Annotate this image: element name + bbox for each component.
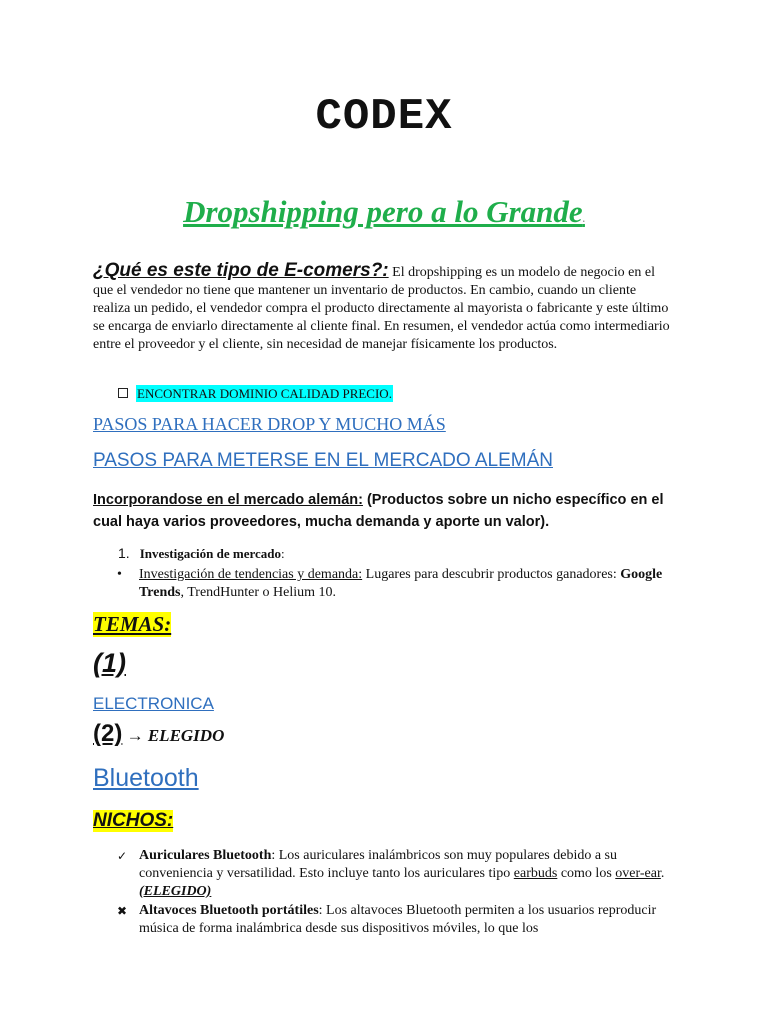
niche-item-text	[139, 902, 679, 938]
checkbox-item	[118, 386, 393, 402]
niche-item-title: Auriculares Bluetooth	[139, 848, 272, 863]
bullet-item-label: Investigación de tendencias y demanda:	[139, 567, 363, 582]
bullet-icon: •	[117, 567, 122, 582]
bullet-item-rest: , TrendHunter o Helium 10.	[180, 585, 337, 600]
nichos-heading: NICHOS:	[93, 810, 174, 831]
market-text: (Productos sobre un nicho específico en el cual haya varios proveedores, mucha demanda y aporte un valor).	[93, 492, 664, 530]
bullet-item-text	[139, 566, 679, 602]
checkbox-icon	[118, 388, 128, 398]
intro-paragraph	[93, 262, 673, 354]
theme-2-line	[93, 720, 224, 748]
document-subtitle[interactable]	[0, 194, 768, 230]
cross-icon: ✖	[117, 904, 128, 918]
niche-item-text	[139, 847, 679, 901]
niche-term-over-ear: over-ear	[615, 866, 661, 881]
intro-question: ¿Qué es este tipo de E-comers?:	[93, 260, 389, 281]
arrow-right-icon: →	[122, 726, 148, 745]
link-electronica[interactable]: ELECTRONICA	[93, 694, 214, 713]
subtitle-text: Dropshipping pero a lo Grande	[183, 194, 583, 229]
numbered-item-label: Investigación de mercado	[139, 546, 281, 561]
checkbox-item-label: ENCONTRAR DOMINIO CALIDAD PRECIO.	[137, 386, 392, 401]
link-mercado-aleman[interactable]: PASOS PARA METERSE EN EL MERCADO ALEMÁN	[93, 450, 553, 471]
niche-item-body: : Los auriculares inalámbricos son muy populares debido a su conveniencia y versatilidad. Esto incluye tanto los auriculares tipo	[139, 848, 617, 881]
theme-1-label: (1)	[93, 648, 126, 678]
market-paragraph	[93, 489, 693, 533]
document-title: CODEX	[315, 92, 453, 142]
theme-2-note: ELEGIDO	[147, 726, 225, 745]
numbered-item	[118, 545, 285, 562]
bullet-item-body: Lugares para descubrir productos ganadores:	[362, 567, 621, 582]
numbered-item-number: 1.	[118, 545, 130, 561]
link-bluetooth[interactable]: Bluetooth	[93, 764, 199, 792]
niche-item-title: Altavoces Bluetooth portátiles	[139, 903, 319, 918]
niche-term-earbuds: earbuds	[513, 866, 558, 881]
niche-item-end: .	[660, 866, 665, 881]
subtitle-mark: .	[582, 214, 585, 224]
niche-item-body: : Los altavoces Bluetooth permiten a los usuarios reproducir música de forma inalámbrica desde sus dispositivos móviles, lo que los	[139, 903, 657, 936]
intro-text: El dropshipping es un modelo de negocio en el que el vendedor no tiene que mantener un inventario de productos. En cambio, cuando un cliente realiza un pedido, el vendedor compra el producto directamente al mayorista o fabricante y este último se encarga de enviarlo directamente al cliente final. En resumen, el vendedor actúa como intermediario entre el proveedor y el cliente, sin necesidad de manejar físicamente los productos.	[93, 265, 670, 352]
link-pasos-drop[interactable]: PASOS PARA HACER DROP Y MUCHO MÁS	[93, 414, 446, 434]
market-heading: Incorporandose en el mercado alemán:	[93, 492, 363, 508]
numbered-item-suffix: :	[281, 546, 285, 561]
niche-item-note: (ELEGIDO)	[139, 884, 212, 899]
theme-2-label: (2)	[93, 720, 123, 747]
temas-heading: TEMAS:	[93, 612, 172, 636]
check-icon: ✓	[117, 849, 128, 863]
niche-item-mid: como los	[557, 866, 616, 881]
bullet-item-bold: Google Trends	[139, 567, 663, 600]
